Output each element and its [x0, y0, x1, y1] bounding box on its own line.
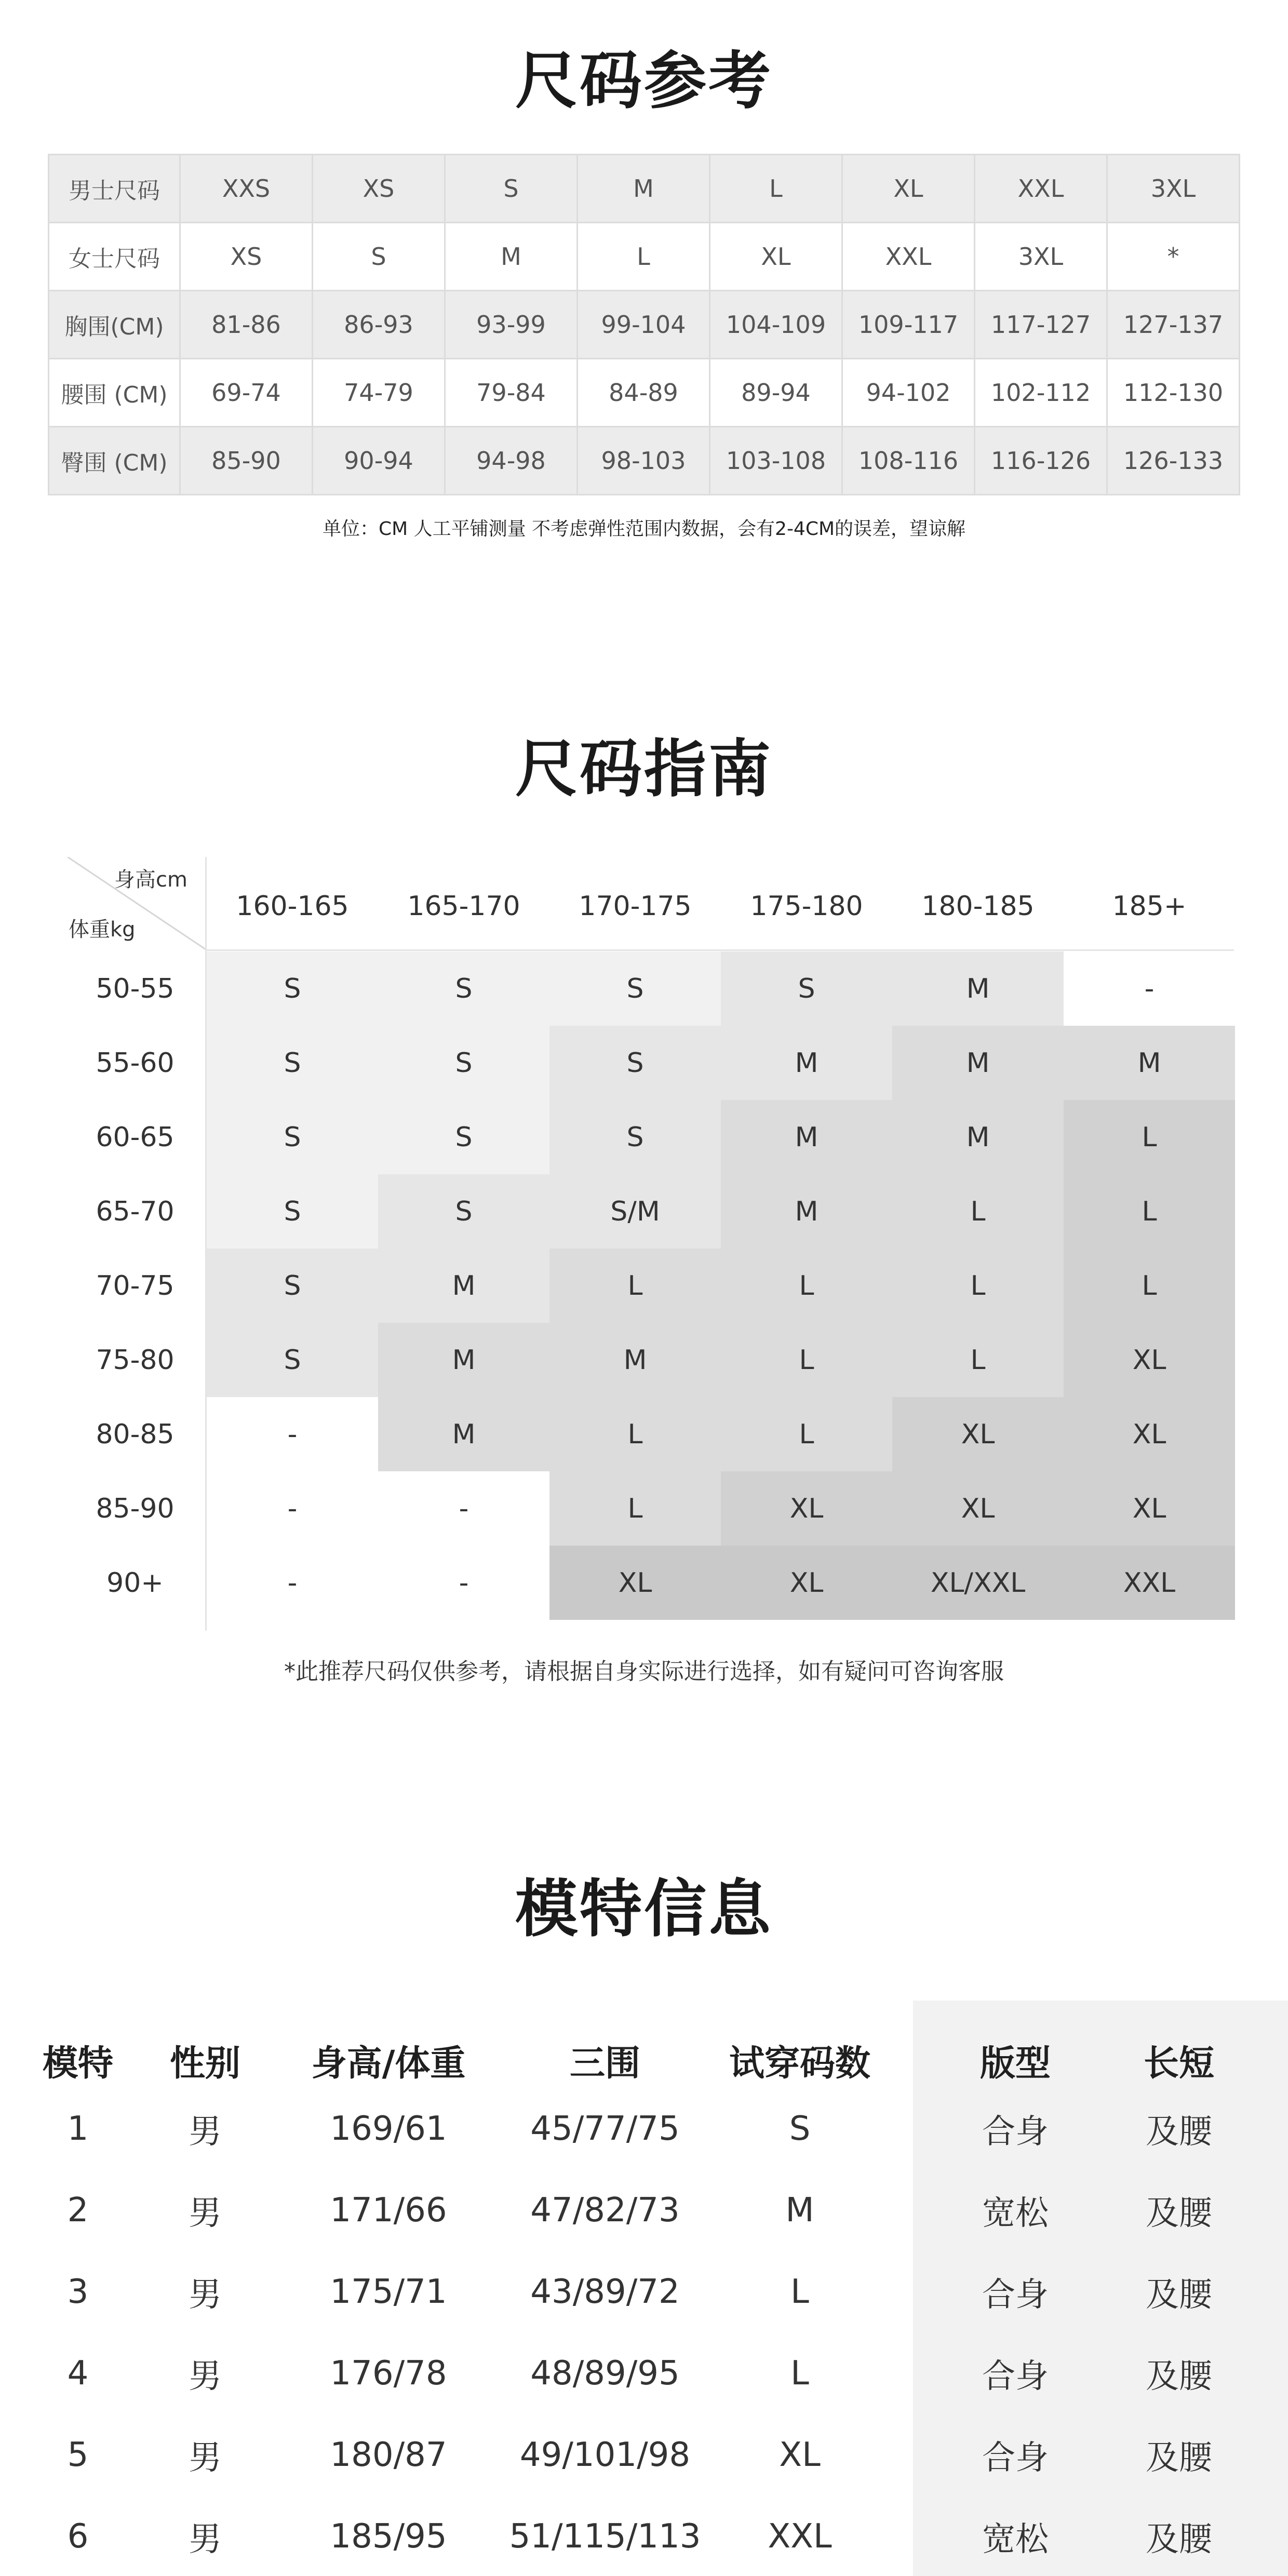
row-label: 腰围 (CM): [49, 359, 180, 427]
model-cell: 47/82/73: [530, 2191, 680, 2230]
size-value-cell: XS: [313, 155, 445, 223]
size-guide-title: 尺码指南: [515, 733, 773, 806]
model-cell: 180/87: [330, 2436, 447, 2474]
recommended-size-cell: L: [549, 1471, 721, 1546]
size-value-cell: XXS: [180, 155, 313, 223]
recommended-size-cell: XXL: [1064, 1546, 1235, 1620]
size-value-cell: 89-94: [710, 359, 842, 427]
model-cell: 5: [67, 2436, 89, 2474]
recommended-size-cell: S: [207, 1100, 378, 1174]
size-value-cell: 116-126: [975, 427, 1107, 495]
model-cell: 男: [189, 2194, 222, 2233]
size-value-cell: 94-98: [445, 427, 578, 495]
model-cell: 男: [189, 2113, 222, 2151]
model-cell: 合身: [982, 2439, 1049, 2477]
model-cell: 51/115/113: [509, 2517, 701, 2556]
size-reference-row: [49, 427, 1240, 495]
recommended-size-cell: L: [1064, 1100, 1235, 1174]
recommended-size-cell: L: [721, 1397, 892, 1471]
size-value-cell: 84-89: [578, 359, 710, 427]
size-value-cell: 104-109: [710, 291, 842, 359]
recommended-size-cell: S: [549, 951, 721, 1026]
model-cell: 4: [67, 2354, 89, 2393]
height-header: 160-165: [236, 891, 349, 922]
recommended-size-cell: XL: [892, 1471, 1064, 1546]
height-header: 180-185: [921, 891, 1035, 922]
size-reference-note: 单位：CM 人工平铺测量 不考虑弹性范围内数据，会有2-4CM的误差，望谅解: [322, 518, 966, 540]
model-cell: 及腰: [1146, 2439, 1212, 2477]
model-cell: 及腰: [1146, 2357, 1212, 2396]
recommended-size-cell: M: [892, 1026, 1064, 1100]
model-cell: 及腰: [1146, 2276, 1212, 2314]
model-cell: 176/78: [330, 2354, 447, 2393]
model-column-header: 试穿码数: [729, 2043, 870, 2084]
recommended-size-cell: L: [1064, 1174, 1235, 1249]
size-value-cell: 117-127: [975, 291, 1107, 359]
recommended-size-cell: XL: [1064, 1323, 1235, 1397]
height-header: 175-180: [750, 891, 863, 922]
recommended-size-cell: -: [207, 1471, 378, 1546]
corner-weight-label: 体重kg: [69, 918, 136, 942]
recommended-size-cell: -: [207, 1397, 378, 1471]
recommended-size-cell: L: [892, 1249, 1064, 1323]
model-cell: 男: [189, 2357, 222, 2396]
size-value-cell: M: [578, 155, 710, 223]
model-cell: 1: [67, 2110, 89, 2148]
recommended-size-cell: S: [549, 1100, 721, 1174]
height-header: 165-170: [407, 891, 520, 922]
size-value-cell: L: [710, 155, 842, 223]
size-value-cell: S: [313, 223, 445, 291]
size-value-cell: M: [445, 223, 578, 291]
recommended-size-cell: L: [892, 1323, 1064, 1397]
weight-label: 70-75: [96, 1270, 175, 1302]
size-value-cell: 126-133: [1107, 427, 1240, 495]
model-cell: XXL: [768, 2517, 832, 2556]
recommended-size-cell: S: [378, 1174, 549, 1249]
model-column-header: 性别: [169, 2043, 240, 2084]
recommended-size-cell: S: [549, 1026, 721, 1100]
recommended-size-cell: S: [378, 1026, 549, 1100]
model-cell: 175/71: [330, 2273, 447, 2311]
weight-label: 65-70: [96, 1196, 175, 1227]
size-guide-grid: [68, 857, 1234, 1631]
size-value-cell: *: [1107, 223, 1240, 291]
size-guide-note: *此推荐尺码仅供参考，请根据自身实际进行选择，如有疑问可咨询客服: [284, 1658, 1004, 1685]
size-value-cell: 3XL: [975, 223, 1107, 291]
recommended-size-cell: M: [892, 1100, 1064, 1174]
size-value-cell: XXL: [975, 155, 1107, 223]
recommended-size-cell: L: [549, 1397, 721, 1471]
recommended-size-cell: L: [549, 1249, 721, 1323]
recommended-size-cell: XL: [721, 1546, 892, 1620]
recommended-size-cell: L: [721, 1249, 892, 1323]
model-cell: 171/66: [330, 2191, 447, 2230]
recommended-size-cell: M: [549, 1323, 721, 1397]
size-value-cell: 98-103: [578, 427, 710, 495]
model-cell: 合身: [982, 2113, 1049, 2151]
model-info-title: 模特信息: [515, 1873, 773, 1946]
size-reference-title: 尺码参考: [515, 45, 773, 117]
row-label: 胸围(CM): [49, 291, 180, 359]
size-value-cell: L: [578, 223, 710, 291]
size-value-cell: 99-104: [578, 291, 710, 359]
size-reference-table: [48, 154, 1240, 495]
model-cell: 45/77/75: [530, 2110, 680, 2148]
recommended-size-cell: L: [1064, 1249, 1235, 1323]
size-value-cell: 90-94: [313, 427, 445, 495]
header-divider: [205, 949, 1234, 951]
model-cell: L: [790, 2273, 809, 2311]
model-cell: 6: [67, 2517, 89, 2556]
recommended-size-cell: XL/XXL: [892, 1546, 1064, 1620]
height-header: 185+: [1112, 891, 1187, 922]
model-column-header: 三围: [569, 2043, 640, 2084]
recommended-size-cell: S: [721, 951, 892, 1026]
model-cell: 及腰: [1146, 2520, 1212, 2559]
size-value-cell: 109-117: [842, 291, 975, 359]
weight-label: 80-85: [96, 1418, 175, 1450]
size-value-cell: 112-130: [1107, 359, 1240, 427]
recommended-size-cell: S: [207, 1174, 378, 1249]
size-value-cell: 108-116: [842, 427, 975, 495]
recommended-size-cell: XL: [1064, 1397, 1235, 1471]
size-value-cell: 86-93: [313, 291, 445, 359]
size-value-cell: 69-74: [180, 359, 313, 427]
model-cell: 及腰: [1146, 2113, 1212, 2151]
height-header: 170-175: [579, 891, 692, 922]
recommended-size-cell: -: [378, 1471, 549, 1546]
model-cell: 合身: [982, 2357, 1049, 2396]
size-value-cell: S: [445, 155, 578, 223]
recommended-size-cell: L: [892, 1174, 1064, 1249]
recommended-size-cell: S: [207, 1249, 378, 1323]
model-cell: XL: [779, 2436, 821, 2474]
model-cell: 185/95: [330, 2517, 447, 2556]
recommended-size-cell: M: [378, 1249, 549, 1323]
recommended-size-cell: L: [721, 1323, 892, 1397]
recommended-size-cell: XL: [1064, 1471, 1235, 1546]
row-label: 臀围 (CM): [49, 427, 180, 495]
weight-label: 85-90: [96, 1493, 175, 1524]
size-value-cell: 74-79: [313, 359, 445, 427]
recommended-size-cell: M: [721, 1026, 892, 1100]
weight-label: 55-60: [96, 1047, 175, 1079]
size-value-cell: 81-86: [180, 291, 313, 359]
model-column-header: 长短: [1143, 2043, 1214, 2084]
weight-label: 60-65: [96, 1121, 175, 1153]
recommended-size-cell: S: [378, 1100, 549, 1174]
size-reference-row: [49, 291, 1240, 359]
model-cell: L: [790, 2354, 809, 2393]
size-value-cell: XL: [710, 223, 842, 291]
weight-label: 90+: [106, 1567, 164, 1599]
recommended-size-cell: S: [207, 1323, 378, 1397]
model-cell: 48/89/95: [530, 2354, 680, 2393]
size-value-cell: XXL: [842, 223, 975, 291]
model-cell: 49/101/98: [519, 2436, 691, 2474]
recommended-size-cell: -: [378, 1546, 549, 1620]
recommended-size-cell: M: [892, 951, 1064, 1026]
size-value-cell: XS: [180, 223, 313, 291]
recommended-size-cell: M: [378, 1397, 549, 1471]
weight-label: 75-80: [96, 1344, 175, 1376]
size-value-cell: 94-102: [842, 359, 975, 427]
weight-label: 50-55: [96, 973, 175, 1004]
size-reference-row: [49, 359, 1240, 427]
model-cell: 宽松: [982, 2520, 1049, 2559]
model-cell: 及腰: [1146, 2194, 1212, 2233]
size-value-cell: 127-137: [1107, 291, 1240, 359]
recommended-size-cell: S: [207, 951, 378, 1026]
model-column-header: 模特: [42, 2043, 113, 2084]
recommended-size-cell: XL: [549, 1546, 721, 1620]
model-cell: 宽松: [982, 2194, 1049, 2233]
size-value-cell: 103-108: [710, 427, 842, 495]
size-value-cell: 79-84: [445, 359, 578, 427]
model-column-header: 身高/体重: [311, 2043, 466, 2084]
model-cell: 43/89/72: [530, 2273, 680, 2311]
model-cell: 男: [189, 2276, 222, 2314]
model-cell: 男: [189, 2520, 222, 2559]
model-cell: 3: [67, 2273, 89, 2311]
model-column-header: 版型: [980, 2043, 1051, 2084]
size-value-cell: 93-99: [445, 291, 578, 359]
recommended-size-cell: M: [1064, 1026, 1235, 1100]
model-cell: 2: [67, 2191, 89, 2230]
recommended-size-cell: -: [1064, 951, 1235, 1026]
size-reference-row: [49, 155, 1240, 223]
size-value-cell: 3XL: [1107, 155, 1240, 223]
size-reference-row: [49, 223, 1240, 291]
recommended-size-cell: XL: [721, 1471, 892, 1546]
recommended-size-cell: S: [207, 1026, 378, 1100]
recommended-size-cell: XL: [892, 1397, 1064, 1471]
model-cell: S: [789, 2110, 811, 2148]
recommended-size-cell: M: [721, 1100, 892, 1174]
row-label: 男士尺码: [49, 155, 180, 223]
recommended-size-cell: M: [721, 1174, 892, 1249]
size-value-cell: 102-112: [975, 359, 1107, 427]
corner-height-label: 身高cm: [114, 868, 187, 892]
row-label: 女士尺码: [49, 223, 180, 291]
size-value-cell: XL: [842, 155, 975, 223]
model-cell: 男: [189, 2439, 222, 2477]
recommended-size-cell: S/M: [549, 1174, 721, 1249]
recommended-size-cell: S: [378, 951, 549, 1026]
model-cell: 169/61: [330, 2110, 447, 2148]
size-value-cell: 85-90: [180, 427, 313, 495]
model-cell: 合身: [982, 2276, 1049, 2314]
recommended-size-cell: -: [207, 1546, 378, 1620]
model-cell: M: [785, 2191, 814, 2230]
recommended-size-cell: M: [378, 1323, 549, 1397]
